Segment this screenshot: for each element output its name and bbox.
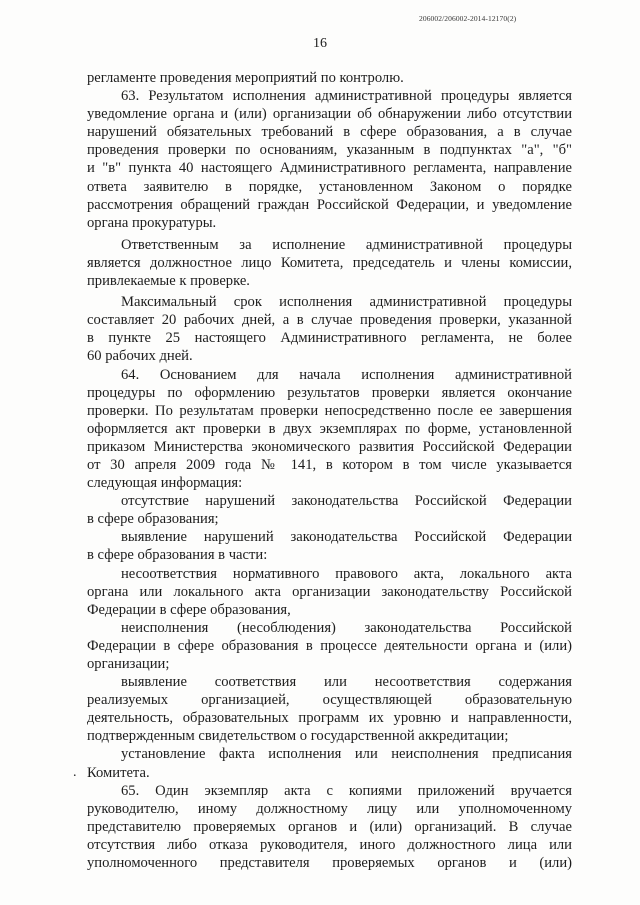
text-line: и "в" пункта 40 настоящего Административного регламента, направление [87, 160, 572, 177]
text-line: представителю проверяемых органов и (или) организаций. В случае [87, 818, 572, 835]
text-line: составляет 20 рабочих дней, а в случае проведения проверки, указанной [87, 312, 572, 329]
text-line: уполномоченного представителя проверяемых органов и (или) [87, 855, 572, 872]
margin-mark: . [73, 764, 77, 780]
text-line: от 30 апреля 2009 года № 141, в котором в том числе указывается [87, 456, 572, 473]
text-line [73, 764, 572, 782]
text-line: 63. Результатом исполнения административной процедуры является [121, 88, 572, 105]
text-line: органа прокуратуры. [87, 214, 217, 231]
text-line: процедуры по оформлению результатов проверки является окончание [87, 384, 572, 401]
text-line: проверки. По результатам проверки непосредственно после ее завершения [87, 402, 572, 419]
text-line: ответа заявителю в порядке, установленном Законом о порядке [87, 178, 572, 195]
text-line: рассмотрения обращений граждан Российской Федерации, и уведомление [87, 196, 572, 213]
text-line: деятельность, образовательных программ их уровню и направленности, [87, 710, 572, 727]
text-line: 65. Один экземпляр акта с копиями приложений вручается [121, 782, 572, 799]
text-line: оформляется акт проверки в двух экземплярах по форме, установленной [87, 420, 572, 437]
document-body [73, 69, 572, 872]
document-code: 206002/206002-2014-12170(2) [419, 14, 517, 23]
text-line: выявление соответствия или несоответствия содержания [121, 674, 572, 691]
text-line: следующая информация: [87, 475, 243, 492]
text-line: подтвержденным свидетельством о государственной аккредитации; [87, 728, 509, 745]
text-line: в сфере образования в части: [87, 547, 268, 564]
text-line: руководителю, иному должностному лицу или уполномоченному [87, 800, 572, 817]
text-line: в пункте 25 настоящего Административного регламента, не более [87, 330, 572, 347]
text-line: Федерации в сфере образования в процессе деятельности органа и (или) [87, 637, 572, 654]
text-line: отсутствие нарушений законодательства Российской Федерации [121, 493, 572, 510]
text-line: организации; [87, 656, 170, 672]
text-line: приказом Министерства экономического развития Российской Федерации [87, 438, 572, 455]
text-line: уведомление органа и (или) организации об обнаружении либо отсутствии [87, 106, 572, 123]
page-number: 16 [313, 36, 327, 51]
text-line: установление факта исполнения или неисполнения предписания [121, 746, 572, 763]
text-line: несоответствия нормативного правового акта, локального акта [121, 565, 572, 582]
text-line: отсутствия либо отказа руководителя, иного должностного лица или [87, 836, 572, 853]
text-line: является должностное лицо Комитета, председатель и члены комиссии, [87, 254, 572, 271]
text-line: Ответственным за исполнение административной процедуры [121, 236, 572, 253]
text-line: 64. Основанием для начала исполнения административной [121, 366, 572, 383]
text-line: нарушений обязательных требований в сфере образования, а в случае [87, 124, 572, 141]
text-line-content: Комитета. [87, 764, 150, 781]
text-line: органа или локального акта организации законодательству Российской [87, 583, 572, 600]
text-line: Максимальный срок исполнения административной процедуры [121, 294, 572, 311]
text-line: проведения проверки по основаниям, указанным в подпунктах "а", "б" [87, 142, 572, 159]
text-line: неисполнения (несоблюдения) законодательства Российской [121, 619, 572, 636]
text-line: 60 рабочих дней. [87, 348, 193, 365]
text-line: Федерации в сфере образования, [87, 601, 291, 618]
text-line: выявление нарушений законодательства Российской Федерации [121, 529, 572, 546]
text-line: привлекаемые к проверке. [87, 273, 250, 290]
text-line: регламенте проведения мероприятий по контролю. [87, 70, 404, 86]
text-line: в сфере образования; [87, 511, 219, 528]
text-line: реализуемых организацией, осуществляющей образовательную [87, 692, 572, 709]
